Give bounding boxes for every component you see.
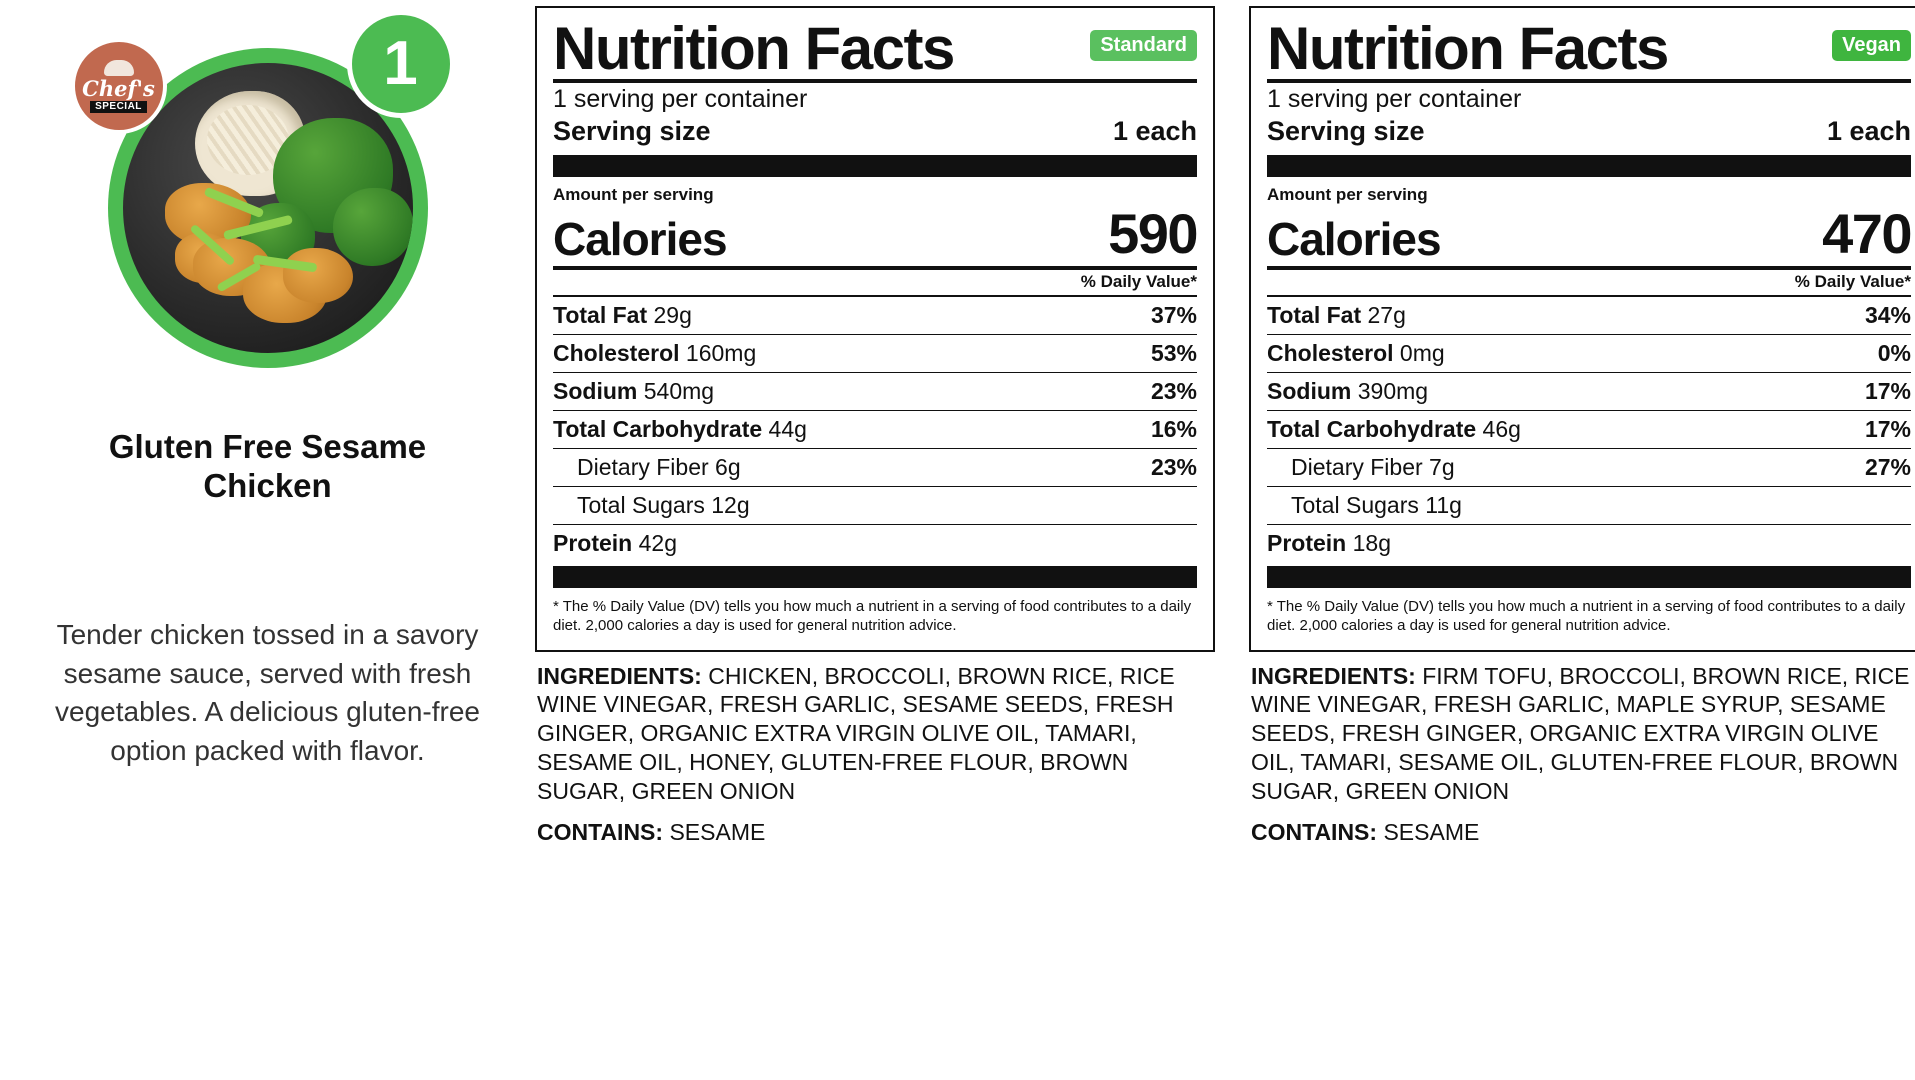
nutrient-amount: 12g (711, 492, 750, 519)
dish-image (63, 10, 473, 420)
nutrient-row-cholesterol (1267, 334, 1911, 372)
nutrient-row-total-fat (1267, 295, 1911, 334)
nutrient-name (1267, 302, 1406, 329)
nutrition-facts-box (535, 6, 1215, 652)
nutrition-facts-title: Nutrition Facts (553, 15, 954, 82)
ingredients-label: INGREDIENTS: (537, 662, 702, 689)
nutrient-amount: 42g (638, 530, 677, 557)
thick-divider (1267, 155, 1911, 177)
nutrient-percent: 16% (1150, 416, 1197, 443)
nutrient-label: Total Carbohydrate (1267, 416, 1477, 443)
nutrient-label: Total Fat (553, 302, 648, 329)
contains-label: CONTAINS: (537, 819, 664, 846)
nutrient-row-sodium (1267, 372, 1911, 410)
contains-block (1249, 805, 1915, 846)
contains-block (535, 805, 1215, 846)
nutrient-label: Dietary Fiber (577, 454, 709, 481)
nutrient-percent: 53% (1150, 340, 1197, 367)
nutrient-amount: 0mg (1399, 340, 1445, 367)
nutrient-row-total-carbohydrate (1267, 410, 1911, 448)
nutrient-label: Sodium (553, 378, 638, 405)
nutrient-name (553, 378, 714, 405)
nutrient-amount: 540mg (643, 378, 715, 405)
calories-row (553, 201, 1197, 266)
nutrient-label: Protein (1267, 530, 1347, 557)
nutrient-row-total-sugars (1267, 486, 1911, 524)
nutrient-amount: 7g (1429, 454, 1455, 481)
nutrient-name (1267, 340, 1445, 367)
calories-value: 590 (1108, 202, 1197, 266)
nutrient-amount: 29g (653, 302, 692, 329)
nutrient-row-sodium (553, 372, 1197, 410)
serving-size-row (553, 116, 1197, 151)
nutrient-label: Dietary Fiber (1291, 454, 1423, 481)
calories-label: Calories (553, 213, 727, 266)
nutrient-name (1267, 454, 1455, 481)
nutrient-row-cholesterol (553, 334, 1197, 372)
nutrition-panel-standard (535, 6, 1215, 846)
nutrient-percent: 0% (1877, 340, 1911, 367)
calories-label: Calories (1267, 213, 1441, 266)
amount-per-serving-label: Amount per serving (1267, 185, 1428, 205)
nutrient-amount: 6g (715, 454, 741, 481)
serving-size-value: 1 each (1112, 116, 1197, 147)
nutrient-amount: 27g (1367, 302, 1406, 329)
servings-per-container: 1 serving per container (553, 85, 808, 114)
daily-value-header: % Daily Value* (1080, 272, 1197, 292)
thick-divider (553, 155, 1197, 177)
nutrient-name (1267, 530, 1391, 557)
nutrient-amount: 44g (768, 416, 807, 443)
nutrient-label: Total Sugars (1291, 492, 1419, 519)
daily-value-header: % Daily Value* (1794, 272, 1911, 292)
nutrient-percent: 27% (1864, 454, 1911, 481)
nutrient-percent: 23% (1150, 378, 1197, 405)
serving-size-label: Serving size (553, 116, 711, 147)
amount-per-serving-label: Amount per serving (553, 185, 714, 205)
ingredients-text: FIRM TOFU, BROCCOLI, BROWN RICE, RICE WINE VINEGAR, FRESH GARLIC, MAPLE SYRUP, SESAME SEEDS, FRESH GINGER, ORGANIC EXTRA VIRGIN OLIVE OIL, TAMARI, SESAME OIL, GLUTEN-FREE FLOUR, BROWN SUGAR, GREEN ONION (1251, 662, 1910, 804)
nutrient-name (1267, 378, 1428, 405)
chicken-piece (283, 248, 353, 303)
nutrient-percent: 17% (1864, 416, 1911, 443)
chef-badge-word: Chef's (82, 75, 155, 101)
nutrient-row-dietary-fiber (1267, 448, 1911, 486)
chef-badge-sub: SPECIAL (90, 101, 147, 113)
nutrient-label: Total Sugars (577, 492, 705, 519)
product-description: Tender chicken tossed in a savory sesame sauce, served with fresh vegetables. A delicious gluten-free option packed with flavor. (55, 618, 480, 766)
thick-divider (553, 566, 1197, 588)
diet-tag-badge: Standard (1090, 30, 1197, 61)
daily-value-footnote: * The % Daily Value (DV) tells you how much a nutrient in a serving of food contributes to a daily diet. 2,000 calories a day is used for general nutrition advice. (1267, 598, 1906, 634)
calories-row (1267, 201, 1911, 266)
nutrition-facts-header (1267, 15, 1911, 82)
chefs-special-badge (71, 38, 167, 134)
daily-value-footnote: * The % Daily Value (DV) tells you how much a nutrient in a serving of food contributes to a daily diet. 2,000 calories a day is used for general nutrition advice. (553, 598, 1192, 634)
broccoli-icon (333, 188, 413, 266)
servings-per-container: 1 serving per container (1267, 85, 1522, 114)
nutrient-percent: 37% (1150, 302, 1197, 329)
nutrition-panel-vegan (1249, 6, 1915, 846)
nutrition-facts-box (1249, 6, 1915, 652)
item-number-badge: 1 (347, 10, 455, 118)
nutrient-amount: 18g (1352, 530, 1391, 557)
product-title: Gluten Free Sesame Chicken (108, 428, 427, 504)
nutrient-row-protein (553, 524, 1197, 562)
thick-divider (1267, 566, 1911, 588)
nutrient-name (553, 530, 677, 557)
serving-size-row (1267, 116, 1911, 151)
nutrient-percent: 17% (1864, 378, 1911, 405)
ingredients-block (1249, 652, 1915, 806)
chef-hat-icon (104, 60, 134, 76)
nutrient-amount: 46g (1482, 416, 1521, 443)
ingredients-text: CHICKEN, BROCCOLI, BROWN RICE, RICE WINE VINEGAR, FRESH GARLIC, SESAME SEEDS, FRESH GINGER, ORGANIC EXTRA VIRGIN OLIVE OIL, TAMARI, SESAME OIL, HONEY, GLUTEN-FREE FLOUR, BROWN SUGAR, GREEN ONION (537, 662, 1175, 804)
nutrient-row-protein (1267, 524, 1911, 562)
nutrition-panels (535, 0, 1915, 846)
nutrient-label: Sodium (1267, 378, 1352, 405)
nutrient-label: Total Fat (1267, 302, 1362, 329)
nutrient-name (1267, 492, 1462, 519)
nutrient-amount: 390mg (1357, 378, 1429, 405)
nutrient-amount: 160mg (685, 340, 757, 367)
calories-value: 470 (1822, 202, 1911, 266)
nutrient-row-total-carbohydrate (553, 410, 1197, 448)
diet-tag-badge: Vegan (1832, 30, 1911, 61)
nutrient-label: Protein (553, 530, 633, 557)
nutrition-facts-header (553, 15, 1197, 82)
nutrient-label: Cholesterol (553, 340, 680, 367)
nutrient-name (553, 492, 750, 519)
serving-size-label: Serving size (1267, 116, 1425, 147)
nutrient-name (553, 340, 756, 367)
nutrient-percent: 23% (1150, 454, 1197, 481)
serving-size-value: 1 each (1826, 116, 1911, 147)
nutrient-label: Cholesterol (1267, 340, 1394, 367)
nutrient-row-total-fat (553, 295, 1197, 334)
ingredients-label: INGREDIENTS: (1251, 662, 1416, 689)
contains-text: SESAME (669, 819, 766, 846)
ingredients-block (535, 652, 1215, 806)
nutrient-name (553, 416, 807, 443)
nutrition-facts-title: Nutrition Facts (1267, 15, 1668, 82)
nutrient-percent: 34% (1864, 302, 1911, 329)
contains-text: SESAME (1383, 819, 1480, 846)
nutrient-name (1267, 416, 1521, 443)
nutrient-name (553, 302, 692, 329)
nutrient-row-total-sugars (553, 486, 1197, 524)
nutrient-label: Total Carbohydrate (553, 416, 763, 443)
nutrient-row-dietary-fiber (553, 448, 1197, 486)
contains-label: CONTAINS: (1251, 819, 1378, 846)
product-column (0, 0, 535, 770)
nutrient-amount: 11g (1425, 492, 1462, 519)
nutrient-name (553, 454, 741, 481)
